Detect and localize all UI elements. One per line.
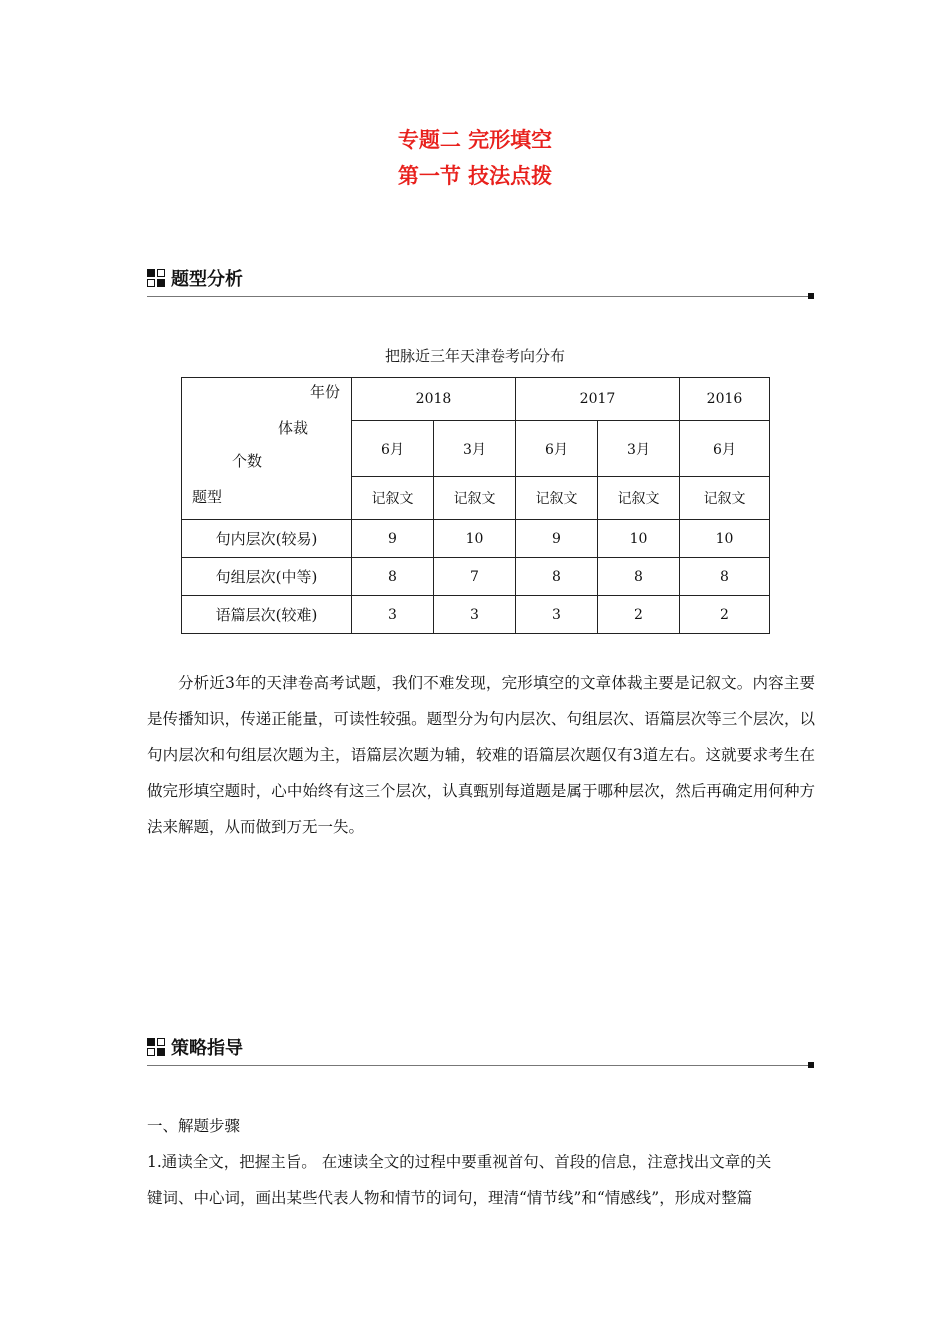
- row-label: 句内层次(较易): [182, 520, 352, 558]
- step1-text-line: 1.通读全文，把握主旨。 在速读全文的过程中要重视首句、首段的信息，注意找出文章的关: [147, 1153, 772, 1171]
- divider-end-marker: [808, 293, 814, 299]
- section-heading-analysis: [147, 265, 243, 291]
- value-cell: 7: [434, 558, 516, 596]
- value-cell: 3: [516, 596, 598, 634]
- value-cell: 10: [434, 520, 516, 558]
- value-cell: 8: [516, 558, 598, 596]
- year-header: 2017: [516, 378, 680, 421]
- value-cell: 10: [680, 520, 770, 558]
- value-cell: 2: [598, 596, 680, 634]
- year-header: 2016: [680, 378, 770, 421]
- distribution-table: [181, 377, 770, 634]
- corner-label-type: 题型: [192, 488, 223, 506]
- table-row: [182, 596, 770, 634]
- section-label: 策略指导: [171, 1038, 243, 1059]
- corner-label-year: 年份: [310, 383, 341, 401]
- year-header: 2018: [352, 378, 516, 421]
- month-cell: 3月: [434, 421, 516, 477]
- value-cell: 3: [352, 596, 434, 634]
- month-cell: 6月: [680, 421, 770, 477]
- month-cell: 6月: [352, 421, 434, 477]
- genre-cell: 记叙文: [352, 477, 434, 520]
- value-cell: 8: [680, 558, 770, 596]
- table-caption: 把脉近三年天津卷考向分布: [384, 347, 565, 365]
- page-subtitle: 第一节 技法点拨: [397, 164, 553, 188]
- corner-label-genre: 体裁: [278, 419, 309, 437]
- section-heading-strategy: [147, 1034, 243, 1060]
- checker-icon: [147, 1038, 165, 1056]
- genre-cell: 记叙文: [516, 477, 598, 520]
- value-cell: 8: [598, 558, 680, 596]
- step1-text-line: 键词、中心词，画出某些代表人物和情节的词句，理清“情节线”和“情感线”，形成对整篇: [147, 1189, 753, 1207]
- corner-label-count: 个数: [232, 452, 263, 470]
- month-cell: 3月: [598, 421, 680, 477]
- page-title: 专题二 完形填空: [397, 128, 553, 152]
- table-corner-cell: [182, 378, 352, 520]
- genre-cell: 记叙文: [434, 477, 516, 520]
- step-heading: 一、解题步骤: [147, 1117, 241, 1135]
- value-cell: 9: [516, 520, 598, 558]
- genre-cell: 记叙文: [598, 477, 680, 520]
- section-divider: [147, 1065, 813, 1066]
- table-row: [182, 558, 770, 596]
- genre-cell: 记叙文: [680, 477, 770, 520]
- value-cell: 9: [352, 520, 434, 558]
- month-cell: 6月: [516, 421, 598, 477]
- value-cell: 3: [434, 596, 516, 634]
- row-label: 句组层次(中等): [182, 558, 352, 596]
- table-row: [182, 520, 770, 558]
- value-cell: 8: [352, 558, 434, 596]
- row-label: 语篇层次(较难): [182, 596, 352, 634]
- analysis-paragraph: 分析近3年的天津卷高考试题，我们不难发现，完形填空的文章体裁主要是记叙文。内容主要是传播知识，传递正能量，可读性较强。题型分为句内层次、句组层次、语篇层次等三个层次，以句内层次和句组层次题为主，语篇层次题为辅，较难的语篇层次题仅有3道左右。这就要求考生在做完形填空题时，心中始终有这三个层次，认真甄别每道题是属于哪种层次，然后再确定用何种方法来解题，从而做到万无一失。: [147, 674, 815, 836]
- value-cell: 2: [680, 596, 770, 634]
- divider-end-marker: [808, 1062, 814, 1068]
- value-cell: 10: [598, 520, 680, 558]
- section-divider: [147, 296, 813, 297]
- section-label: 题型分析: [171, 269, 243, 290]
- checker-icon: [147, 269, 165, 287]
